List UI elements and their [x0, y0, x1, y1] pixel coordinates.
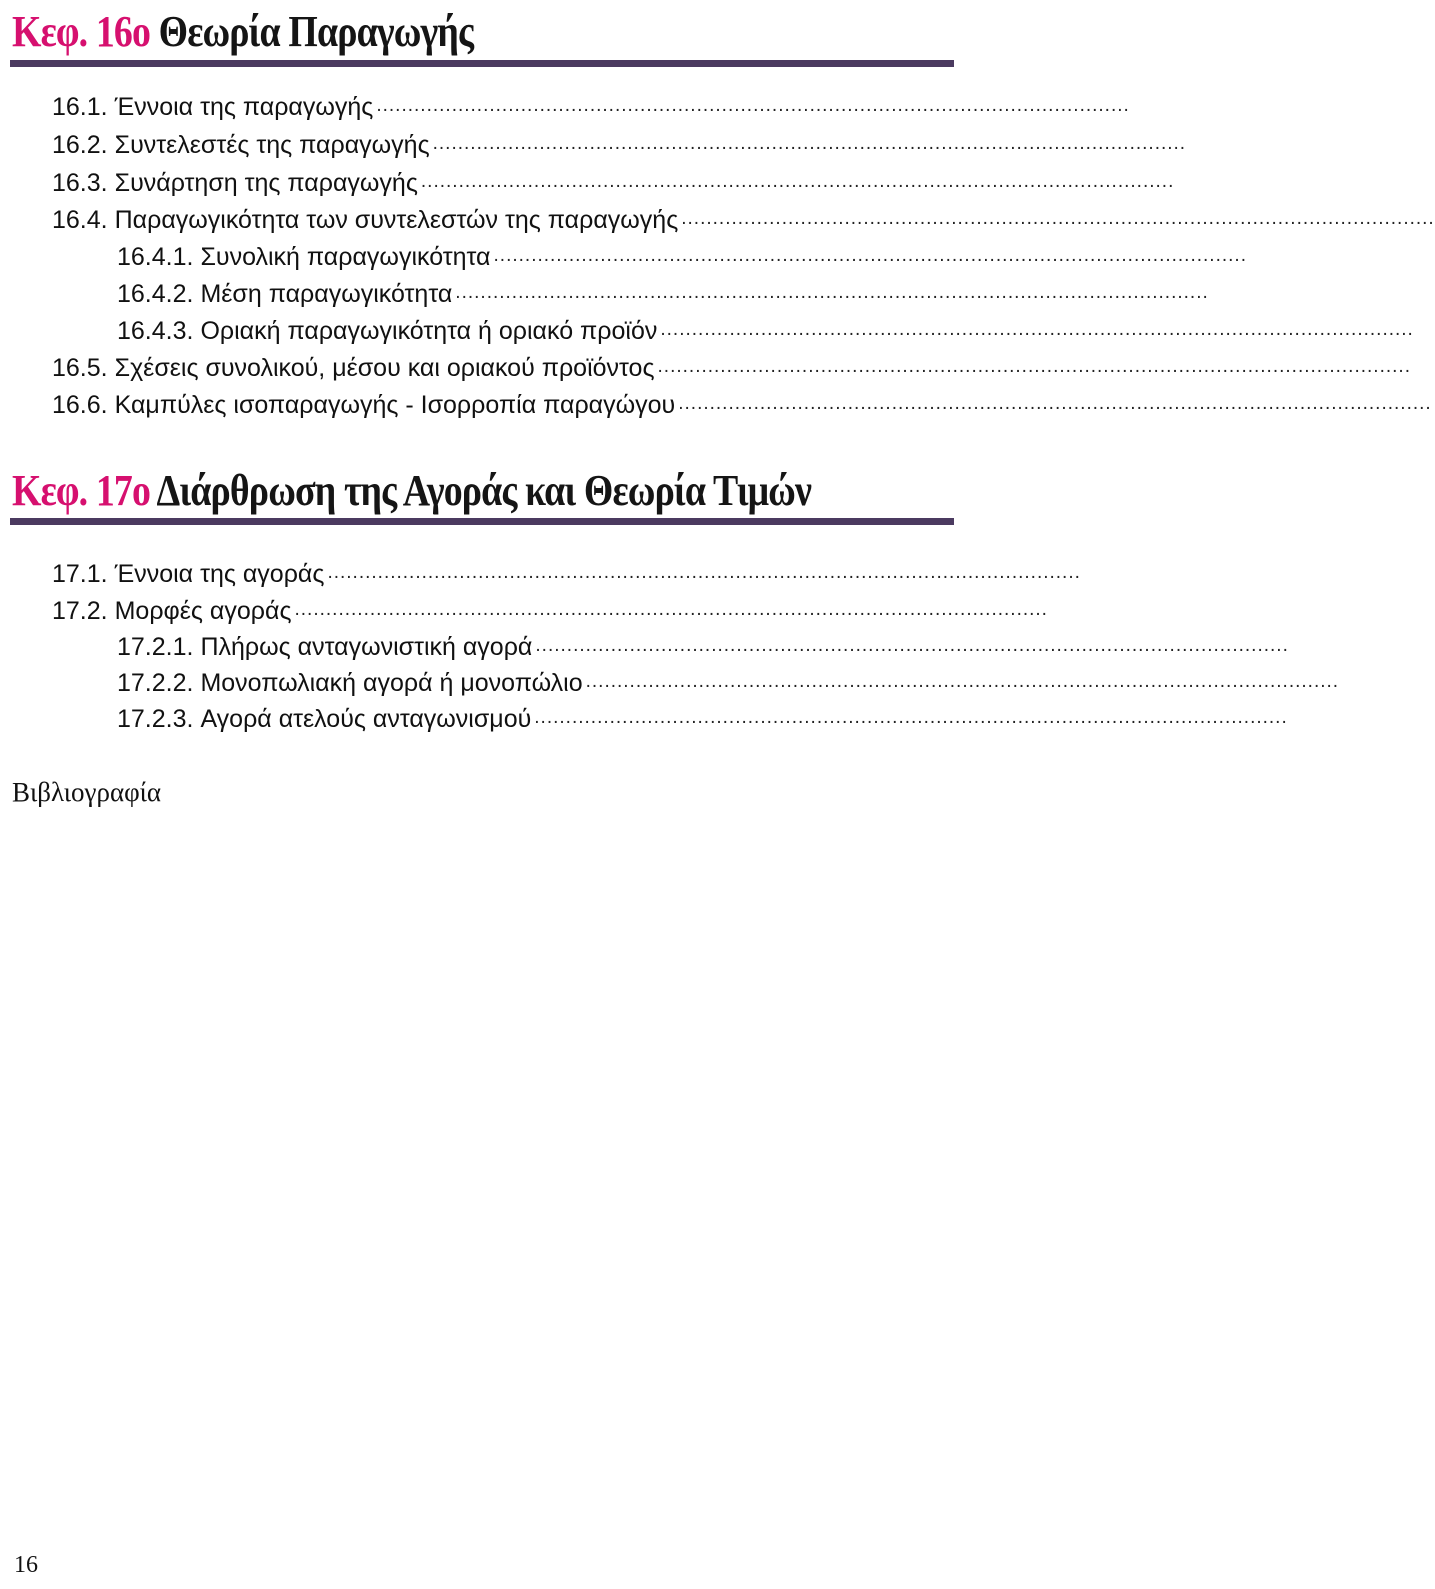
toc-entry-number: 16.4. — [52, 206, 108, 234]
chapter-rule — [10, 518, 954, 525]
leader-dots: ........................................................................................................................ — [294, 599, 1048, 620]
toc-entry-17-2[interactable] — [52, 590, 1048, 626]
chapter-title: Διάρθρωση της Αγοράς και Θεωρία Τιμών — [156, 466, 812, 515]
toc-entry-16-2[interactable] — [52, 124, 1187, 160]
leader-dots: ........................................................................................................................ — [420, 171, 1175, 192]
toc-entry-title: Συνολική παραγωγικότητα — [200, 243, 491, 271]
toc-entry-16-1[interactable] — [52, 86, 1130, 122]
leader-dots: ........................................................................................................................ — [657, 356, 1411, 377]
toc-entry-title: Παραγωγικότητα των συντελεστών της παραγωγής — [114, 206, 679, 234]
toc-entry-title: Μέση παραγωγικότητα — [200, 280, 453, 308]
chapter-rule — [10, 60, 954, 67]
toc-entry-title: Καμπύλες ισοπαραγωγής - Ισορροπία παραγώγου — [114, 391, 676, 419]
leader-dots: ........................................................................................................................ — [455, 282, 1209, 303]
toc-entry-17-2-2[interactable] — [117, 662, 1340, 698]
toc-entry-16-5[interactable] — [52, 347, 1411, 383]
toc-entry-title: Οριακή παραγωγικότητα ή οριακό προϊόν — [200, 317, 658, 345]
chapter-heading — [0, 8, 960, 56]
leader-dots: ........................................................................................................................ — [535, 635, 1289, 656]
toc-entry-number: 16.4.1. — [117, 243, 194, 271]
chapter-heading-text — [12, 467, 811, 515]
toc-entry-number: 17.2.1. — [117, 633, 194, 661]
toc-entry-16-4[interactable] — [52, 199, 1435, 235]
toc-entry-16-4-3[interactable] — [117, 310, 1414, 346]
chapter-heading — [0, 467, 960, 515]
toc-entry-number: 16.3. — [52, 169, 108, 197]
chapter-label: Κεφ. 16ο — [12, 7, 151, 56]
leader-dots: ........................................................................................................................ — [327, 562, 1081, 583]
leader-dots: ........................................................................................................................ — [432, 133, 1187, 154]
toc-entry-title: Έννοια της παραγωγής — [114, 93, 374, 121]
toc-entry-title: Σχέσεις συνολικού, μέσου και οριακού προϊόντος — [114, 354, 655, 382]
chapter-16 — [0, 8, 960, 56]
leader-dots: ........................................................................................................................ — [678, 393, 1432, 414]
toc-entry-title: Πλήρως ανταγωνιστική αγορά — [200, 633, 533, 661]
toc-entry-title: Έννοια της αγοράς — [114, 560, 325, 588]
chapter-label: Κεφ. 17ο — [12, 466, 151, 515]
toc-entry-number: 17.2.3. — [117, 705, 194, 733]
toc-entry-number: 17.2.2. — [117, 669, 194, 697]
chapter-heading-text — [12, 8, 473, 56]
toc-entry-number: 16.6. — [52, 391, 108, 419]
leader-dots: ........................................................................................................................ — [585, 671, 1340, 692]
leader-dots: ........................................................................................................................ — [534, 707, 1288, 728]
toc-entry-number: 16.5. — [52, 354, 108, 382]
toc-entry-16-3[interactable] — [52, 162, 1175, 198]
leader-dots: ........................................................................................................................ — [376, 95, 1130, 116]
chapter-title: Θεωρία Παραγωγής — [158, 7, 474, 56]
toc-entry-16-4-2[interactable] — [117, 273, 1209, 309]
bibliography-link[interactable]: Βιβλιογραφία — [12, 777, 162, 807]
leader-dots: ........................................................................................................................ — [660, 319, 1414, 340]
toc-entry-16-4-1[interactable] — [117, 236, 1247, 272]
toc-entry-16-6[interactable] — [52, 384, 1432, 420]
toc-entry-17-2-1[interactable] — [117, 626, 1289, 662]
toc-entry-17-1[interactable] — [52, 553, 1081, 589]
toc-entry-number: 16.2. — [52, 131, 108, 159]
chapter-17 — [0, 467, 960, 515]
toc-entry-title: Μονοπωλιακή αγορά ή μονοπώλιο — [200, 669, 583, 697]
toc-entry-title: Συντελεστές της παραγωγής — [114, 131, 430, 159]
page-number: 16 — [14, 1552, 38, 1578]
toc-entry-title: Μορφές αγοράς — [114, 597, 292, 625]
leader-dots: ........................................................................................................................ — [493, 245, 1247, 266]
toc-entry-title: Αγορά ατελούς ανταγωνισμού — [200, 705, 532, 733]
toc-entry-title: Συνάρτηση της παραγωγής — [114, 169, 418, 197]
toc-entry-number: 16.4.2. — [117, 280, 194, 308]
toc-entry-number: 17.1. — [52, 560, 108, 588]
toc-entry-number: 16.4.3. — [117, 317, 194, 345]
toc-entry-number: 16.1. — [52, 93, 108, 121]
toc-entry-number: 17.2. — [52, 597, 108, 625]
leader-dots: ........................................................................................................................ — [681, 208, 1435, 229]
toc-entry-17-2-3[interactable] — [117, 698, 1288, 734]
